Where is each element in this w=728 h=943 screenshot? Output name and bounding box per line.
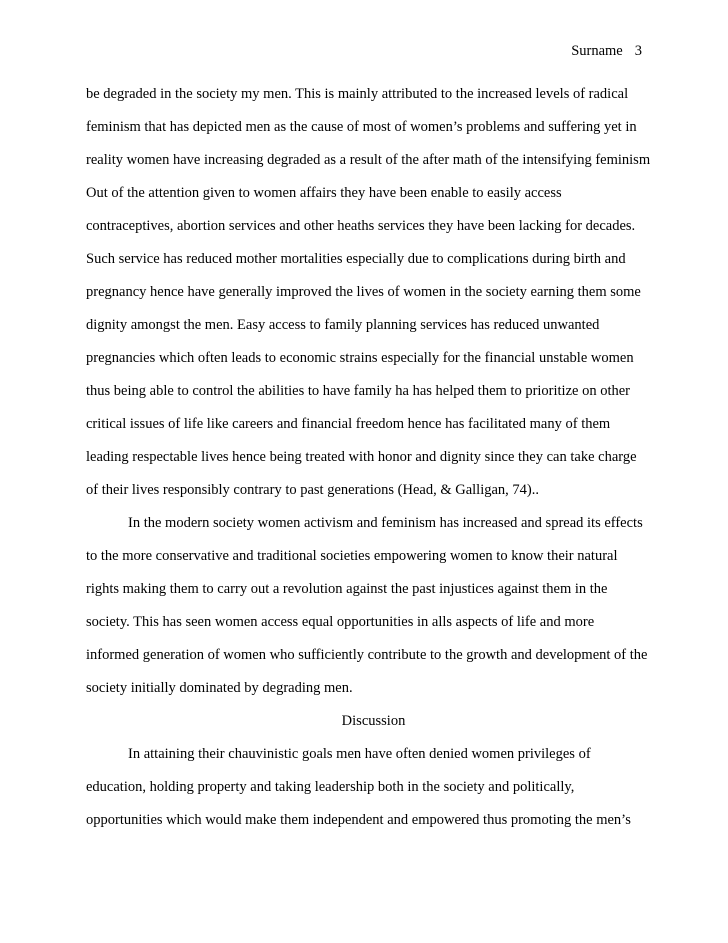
text-line: opportunities which would make them independent and empowered thus promoting the men’s xyxy=(86,812,631,828)
text-line: leading respectable lives hence being treated with honor and dignity since they can take charge xyxy=(86,449,637,465)
text-line: thus being able to control the abilities to have family ha has helped them to prioritize on other xyxy=(86,383,631,399)
text-line: pregnancies which often leads to economic strains especially for the financial unstable women xyxy=(86,350,634,366)
running-header xyxy=(571,42,642,60)
text-line: informed generation of women who sufficiently contribute to the growth and development of the xyxy=(86,647,648,663)
header-surname: Surname xyxy=(571,43,623,59)
text-line: feminism that has depicted men as the cause of most of women’s problems and suffering yet in xyxy=(86,119,637,135)
text-line: to the more conservative and traditional societies empowering women to know their natural xyxy=(86,548,618,564)
text-line: critical issues of life like careers and financial freedom hence has facilitated many of them xyxy=(86,416,611,432)
text-line: dignity amongst the men. Easy access to family planning services has reduced unwanted xyxy=(86,317,600,333)
section-heading: Discussion xyxy=(341,713,406,729)
text-line: of their lives responsibly contrary to past generations (Head, & Galligan, 74).. xyxy=(86,482,540,498)
text-line: be degraded in the society my men. This is mainly attributed to the increased levels of radical xyxy=(86,86,629,102)
text-line: reality women have increasing degraded as a result of the after math of the intensifying feminism xyxy=(86,152,651,168)
text-line: Out of the attention given to women affairs they have been enable to easily access xyxy=(86,185,562,201)
text-line: society initially dominated by degrading men. xyxy=(86,680,353,696)
page-number: 3 xyxy=(634,43,642,59)
text-line: contraceptives, abortion services and other heaths services they have been lacking for decades. xyxy=(86,218,636,234)
text-line: society. This has seen women access equal opportunities in alls aspects of life and more xyxy=(86,614,595,630)
text-line: rights making them to carry out a revolution against the past injustices against them in the xyxy=(86,581,608,597)
text-line: Such service has reduced mother mortalities especially due to complications during birth and xyxy=(86,251,626,267)
body-text xyxy=(86,84,661,843)
text-line: pregnancy hence have generally improved the lives of women in the society earning them some xyxy=(86,284,641,300)
paragraph-first-line: In the modern society women activism and feminism has increased and spread its effects xyxy=(128,515,643,531)
paragraph-first-line: In attaining their chauvinistic goals men have often denied women privileges of xyxy=(128,746,591,762)
text-line: education, holding property and taking leadership both in the society and politically, xyxy=(86,779,575,795)
